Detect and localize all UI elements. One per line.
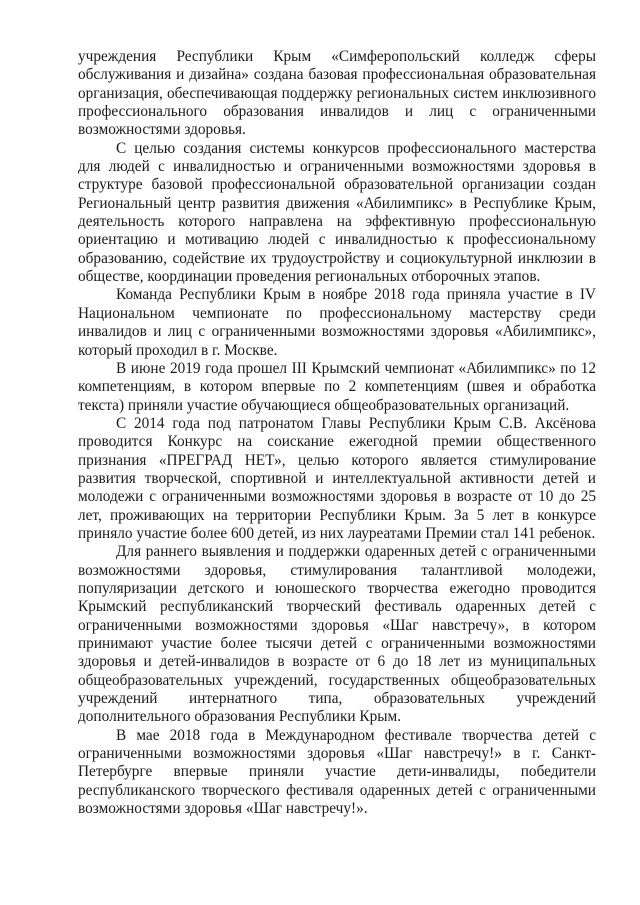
paragraph-international-festival-2018: В мае 2018 года в Международном фестивале творчества детей с ограниченными возможностями здоровья «Шаг навстречу!» в г. Санкт-Петербурге впервые приняли участие дети-инвалиды, победители республиканского творческого фестиваля одаренных детей с ограниченными возможностями здоровья «Шаг навстречу!».: [78, 726, 596, 818]
paragraph-abilimpics-regional-center: С целью создания системы конкурсов профессионального мастерства для людей с инвалидностью и ограниченными возможностями здоровья в структуре базовой профессиональной образовательной организации создан Региональный центр развития движения «Абилимпикс» в Республике Крым, деятельность которого направлена на эффективную профессиональную ориентацию и мотивацию людей с инвалидностью к профессиональному образованию, содействие их трудоустройству и социокультурной инклюзии в обществе, координации проведения региональных отборочных этапов.: [78, 139, 596, 286]
paragraph-pregrad-net-award: С 2014 года под патронатом Главы Республики Крым С.В. Аксёнова проводится Конкурс на соискание ежегодной премии общественного признания «ПРЕГРАД НЕТ», целью которого является стимулирование развития творческой, спортивной и интеллектуальной активности детей и молодежи с ограниченными возможностями здоровья в возрасте от 10 до 25 лет, проживающих на территории Республики Крым. За 5 лет в конкурсе приняло участие более 600 детей, из них лауреатами Премии стал 141 ребенок.: [78, 414, 596, 542]
document-page: [78, 48, 596, 818]
paragraph-national-championship-2018: Команда Республики Крым в ноябре 2018 года приняла участие в IV Национальном чемпионате по профессиональному мастерству среди инвалидов и лиц с ограниченными возможностями здоровья «Абилимпикс», который проходил в г. Москве.: [78, 286, 596, 359]
paragraph-college-base-organization: учреждения Республики Крым «Симферопольский колледж сферы обслуживания и дизайна» создана базовая профессиональная образовательная организация, обеспечивающая поддержку региональных систем инклюзивного профессионального образования инвалидов и лиц с ограниченными возможностями здоровья.: [78, 48, 596, 139]
paragraph-crimean-championship-2019: В июне 2019 года прошел III Крымский чемпионат «Абилимпикс» по 12 компетенциям, в котором впервые по 2 компетенциям (швея и обработка текста) приняли участие обучающиеся общеобразовательных организаций.: [78, 359, 596, 414]
paragraph-shag-navstrechu-festival: Для раннего выявления и поддержки одаренных детей с ограниченными возможностями здоровья, стимулирования талантливой молодежи, популяризации детского и юношеского творчества ежегодно проводится Крымский республиканский творческий фестиваль одаренных детей с ограниченными возможностями здоровья «Шаг навстречу», в котором принимают участие более тысячи детей с ограниченными возможностями здоровья и детей-инвалидов в возрасте от 6 до 18 лет из муниципальных общеобразовательных учреждений, государственных общеобразовательных учреждений интернатного типа, образовательных учреждений дополнительного образования Республики Крым.: [78, 543, 596, 726]
